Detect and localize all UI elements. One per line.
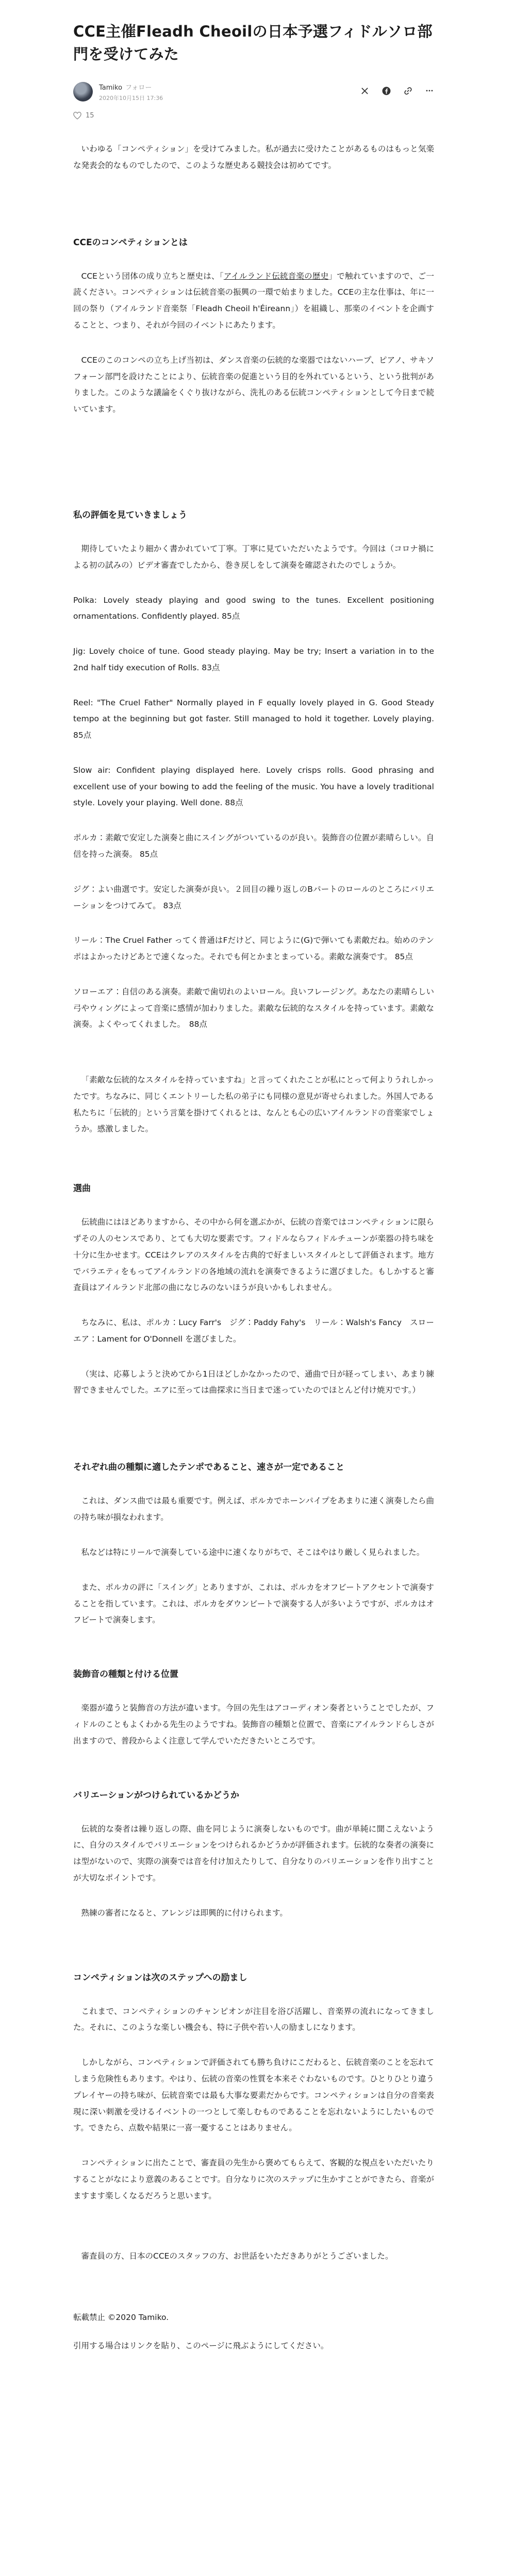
author-meta bbox=[99, 82, 163, 102]
variation-paragraph-2: 熟練の審者になると、アレンジは即興的に付けられます。 bbox=[81, 1908, 288, 1918]
section-heading-cce: CCEのコンペティションとは bbox=[73, 237, 188, 248]
share-bar bbox=[360, 86, 434, 95]
cce-p1-text-before: CCEという団体の成り立ちと歴史は、「 bbox=[81, 271, 224, 281]
section-heading-next-step: コンペティションは次のステップへの励まし bbox=[73, 1972, 247, 1983]
tunes-paragraph-3: （実は、応募しようと決めてから1日ほどしかなかったので、通曲で日が経ってしまい、あまり練習できませんでした。エアに至っては曲探求に当日まで迷っていたのでほとんど付け焼刃です。） bbox=[73, 1369, 434, 1395]
ornament-paragraph: 楽器が違うと装飾音の方法が違います。今回の先生はアコーディオン奏者ということでしたが、フィドルのこともよくわかる先生のようですね。装飾音の種類と位置で、音楽にアイルランドらしさが出ますので、普段からよく注意して学んでいただきたいところです。 bbox=[73, 1703, 434, 1745]
author-name[interactable]: Tamiko bbox=[99, 83, 123, 92]
next-paragraph-3: コンペティションに出たことで、審査員の先生から褒めてもらえて、客観的な視点をいただいたりすることがなにより意義のあることです。自分なりに次のステップに生かすことができたら、音楽がますます楽しくなるだろうと思います。 bbox=[73, 2158, 434, 2200]
section-heading-tempo: それぞれ曲の種類に適したテンポであること、速さが一定であること bbox=[73, 1462, 345, 1473]
tempo-paragraph-2: 私などは特にリールで演奏している途中に速くなりがちで、そこはやはり厳しく見られました。 bbox=[81, 1547, 425, 1557]
tempo-paragraph-1: これは、ダンス曲では最も重要です。例えば、ポルカでホーンパイプをあまりに速く演奏したら曲の持ち味が損なわれます。 bbox=[73, 1496, 434, 1522]
history-link[interactable]: アイルランド伝統音楽の歴史 bbox=[223, 271, 329, 281]
cce-paragraph-1 bbox=[73, 268, 434, 334]
section-heading-ornament: 装飾音の種類と付ける位置 bbox=[73, 1669, 178, 1680]
follow-button[interactable]: フォロー bbox=[125, 83, 152, 92]
section-heading-variation: バリエーションがつけられているかどうか bbox=[73, 1790, 239, 1801]
like-count: 15 bbox=[86, 112, 94, 120]
review-polka-ja: ポルカ：素敵で安定した演奏と曲にスイングがついているのが良い。装飾音の位置が素晴らしい。自信を持った演奏。 85点 bbox=[73, 833, 434, 859]
cce-p1-text-after: 」で触れていますので、ご一読ください。コンペティションは伝統音楽の振興の一環で始まりました。CCEの主な仕事は、年に一回の祭り（アイルランド音楽祭「Fleadh Cheoil h'Éireann」）を組織し、那楽のイベントを企画することと、つまり、それが今回のイベントにあたります。 bbox=[73, 271, 434, 330]
x-icon[interactable] bbox=[360, 86, 369, 95]
like-row bbox=[73, 112, 434, 120]
copyright: 転載禁止 ©2020 Tamiko. bbox=[73, 2313, 169, 2323]
facebook-icon[interactable] bbox=[381, 86, 391, 95]
avatar[interactable] bbox=[73, 82, 93, 101]
intro-paragraph: いわゆる「コンペティション」を受けてみました。私が過去に受けたことがあるものはもっと気楽な発表会的なものでしたので、このような歴史ある競技会は初めてです。 bbox=[73, 144, 434, 170]
review-polka-en: Polka: Lovely steady playing and good swing to the tunes. Excellent positioning ornamentations. Confidently played. 85点 bbox=[73, 595, 434, 621]
variation-paragraph-1: 伝統的な奏者は繰り返しの際、曲を同じように演奏しないものです。曲が単純に聞こえないように、自分のスタイルでバリエーションをつけられるかどうかが評価されます。伝統的な奏者の演奏には型がないので、実際の演奏では音を付け加えたりして、自分なりのバリエーションを作り出すことが大切なポイントです。 bbox=[73, 1824, 434, 1883]
section-heading-tunes: 選曲 bbox=[73, 1183, 91, 1194]
tunes-paragraph-2: ちなみに、私は、ポルカ：Lucy Farr's ジグ：Paddy Fahy's リール：Walsh's Fancy スローエア：Lament for O'Donnell を選びました。 bbox=[73, 1318, 434, 1344]
article bbox=[73, 21, 434, 2354]
review-jig-ja: ジグ：よい曲選です。安定した演奏が良い。２回目の繰り返しのBパートのロールのところにバリエーションをつけてみて。 83点 bbox=[73, 884, 434, 910]
more-icon[interactable] bbox=[425, 86, 434, 95]
link-icon[interactable] bbox=[403, 86, 412, 95]
tunes-paragraph-1: 伝統曲にはほどありますから、その中から何を選ぶかが、伝統の音楽ではコンペティションに限らずその人のセンスであり、とても大切な要素です。フィドルならフィドルチューンが楽器の持ち味を十分に生かせます。CCEはクレアのスタイルを古典的で好ましいスタイルとして評価されます。地方でバラエティをもってアイルランドの各地域の流れを演奏できるように選びました。もしかすると審査員はアイルランド北部の曲になじみのないほうが良いかもしれません。 bbox=[73, 1217, 434, 1293]
publish-date: 2020年10月15日 17:36 bbox=[99, 94, 163, 101]
author-row bbox=[73, 79, 434, 105]
heart-icon[interactable] bbox=[73, 112, 81, 120]
review-reel-en: Reel: "The Cruel Father" Normally played in F equally lovely played in G. Good Steady tempo at the beginning but got faster. Still managed to hold it together. Lovely playing. 85点 bbox=[73, 698, 434, 740]
review-comment: 「素敵な伝統的なスタイルを持っていますね」と言ってくれたことが私にとって何よりうれしかったです。ちなみに、同じくエントリーした私の弟子にも同様の意見が寄せられました。外国人である私たちに「伝統的」という言葉を掛けてくれるとは、なんとも心の広いアイルランドの音楽家でしょうか。感激しました。 bbox=[73, 1075, 434, 1134]
author-line bbox=[99, 82, 163, 92]
next-paragraph-2: しかしながら、コンペティションで評価されても勝ち負けにこだわると、伝統音楽のことを忘れてしまう危険性もあります。やはり、伝統の音楽の性質を本来そぐわないものです。ひとりひとり違うプレイヤーの持ち味が、伝統音楽では最も大事な要素だからです。コンペティションは自分の音楽表現に深い刺激を受けるイベントの一つとして楽しむものであることを忘れないようにしたいものです。できたら、点数や結果に一喜一憂することはありません。 bbox=[73, 2058, 434, 2133]
cce-paragraph-2: CCEのこのコンペの立ち上げ当初は、ダンス音楽の伝統的な楽器ではないハープ、ピアノ、サキソフォーン部門を設けたことにより、伝統音楽の促進という目的を外れているという、という批判がありました。このような議論をくぐり抜けながら、洗礼のある伝統コンペティションとして今日まで続いています。 bbox=[73, 355, 434, 414]
review-reel-ja: リール：The Cruel Father ってく普通はFだけど、同じように(G)で弾いても素敵だね。始めのテンポはよかったけどあとで速くなった。それでも何とかまとまっている。素敵な演奏です。 85点 bbox=[73, 936, 434, 962]
article-title: CCE主催Fleadh Cheoilの日本予選フィドルソロ部門を受けてみた bbox=[73, 23, 433, 63]
closing-paragraph: 審査員の方、日本のCCEのスタッフの方、お世話をいただきありがとうございました。 bbox=[81, 2251, 393, 2261]
section-heading-review: 私の評価を見ていきましょう bbox=[73, 510, 187, 520]
tempo-paragraph-3: また、ポルカの評に「スイング」とありますが、これは、ポルカをオフビートアクセントで演奏することを指しています。これは、ポルカをダウンビートで演奏する人が多いようですが、ポルカはオフビートで演奏します。 bbox=[73, 1582, 434, 1625]
review-slow-air-ja: ソローエア：自信のある演奏。素敵で歯切れのよいロール。良いフレージング。あなたの素晴らしい弓やウィングによって音楽に感情が加わりました。素敵な伝統的なスタイルを持っています。素敵な演奏。よくやってくれました。 88点 bbox=[73, 987, 434, 1029]
review-slow-air-en: Slow air: Confident playing displayed here. Lovely crisps rolls. Good phrasing and excellent use of your bowing to add the feeling of the music. You have a lovely traditional style. Lovely your playing. Well done. 88点 bbox=[73, 765, 434, 808]
review-intro: 期待していたより細かく書かれていて丁寧。丁寧に見ていただいたようです。今回は（コロナ禍による初の試みの）ビデオ審査でしたから、巻き戻しをして演奏を確認されたのでしょうか。 bbox=[73, 544, 434, 570]
citation-note: 引用する場合はリンクを貼り、このページに飛ぶようにしてください。 bbox=[73, 2341, 329, 2351]
next-paragraph-1: これまで、コンペティションのチャンピオンが注目を浴び活躍し、音楽界の流れになってきました。それに、このような楽しい機会も、特に子供や若い人の励ましになります。 bbox=[73, 2006, 434, 2032]
review-jig-en: Jig: Lovely choice of tune. Good steady playing. May be try; Insert a variation in to the 2nd half tidy execution of Rolls. 83点 bbox=[73, 647, 434, 672]
